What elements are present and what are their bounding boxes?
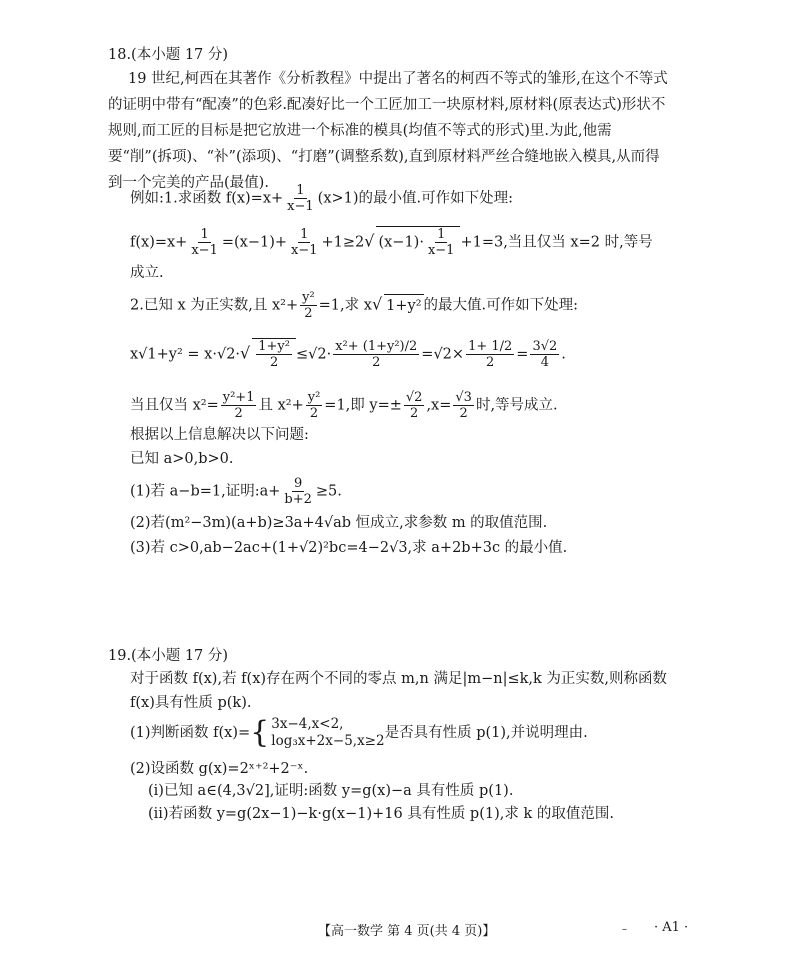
q18-part2: (2)若(m²−3m)(a+b)≥3a+4√ab 恒成立,求参数 m 的取值范围.	[130, 515, 548, 531]
q19-piecewise	[250, 716, 384, 750]
q18-ex1-work-frac3-num: 1	[437, 227, 446, 242]
q18-ex2-cond-num2: y²	[307, 390, 321, 405]
q18-ex1-work-frac1-num: 1	[200, 227, 209, 242]
q18-ex2-cond-num4: √3	[455, 390, 472, 405]
q18-ex2-cond-den3: 2	[410, 406, 419, 421]
q18-example1	[130, 183, 513, 214]
sqrt-sign-icon: √	[371, 294, 383, 314]
q18-task: 根据以上信息解决以下问题:	[130, 427, 309, 443]
footer-code: · A1 ·	[654, 920, 689, 935]
q18-ex2-work-res-num: 3√2	[532, 339, 558, 354]
q18-ex1-work-b: =(x−1)+	[221, 234, 288, 251]
q18-ex2-cond-e: 时,等号成立.	[475, 397, 558, 414]
q18-ex2-work-sqrt-num: 1+y²	[258, 339, 290, 354]
q18-intro: 19 世纪,柯西在其著作《分析教程》中提出了著名的柯西不等式的雏形,在这个不等式的证明中带有“配凑”的色彩.配凑好比一个工匠加工一块原材料,原材料(原表达式)形状不规则,而工匠的目标是把它放进一个标准的模具(均值不等式的形式)里.为此,他需要“削”(拆项)、“补”(添项)、“打磨”(调整系数),直到原材料严丝合缝地嵌入模具,从而得到一个完美的产品(最值).	[108, 71, 668, 191]
q18-ex2-work-d: =	[516, 346, 529, 363]
q19-part2-i: (ⅰ)已知 a∈(4,3√2],证明:函数 y=g(x)−a 具有性质 p(1).	[148, 783, 514, 799]
q18-ex2-work-sqrt	[252, 338, 296, 370]
q18-p1-a: (1)若 a−b=1,证明:a+	[130, 483, 281, 500]
q18-ex1-work-frac1	[189, 227, 220, 258]
q19-case2: log₃x+2x−5,x≥2	[271, 733, 385, 749]
q18-ex1-work-frac2-num: 1	[300, 227, 309, 242]
q19-part1	[130, 716, 588, 750]
q18-p1-num: 9	[294, 476, 303, 491]
q18-ex2-cond-c: =1,即 y=±	[324, 397, 402, 414]
footer-mark: –	[622, 924, 627, 935]
q18-ex2-cond-num1: y²+1	[222, 390, 255, 405]
q18-ex2-cond-d: ,x=	[426, 397, 452, 414]
q19-intro-line2: f(x)具有性质 p(k).	[130, 695, 252, 711]
q18-ex1-work-frac3-den: x−1	[427, 243, 455, 258]
q18-ex1-prefix: 例如:1.求函数 f(x)=x+	[130, 190, 284, 207]
q18-ex1-work-frac2	[289, 227, 320, 258]
q18-ex1-work-frac3	[426, 227, 457, 258]
q18-ex2-work-res-den: 4	[540, 355, 549, 370]
q18-example2	[130, 290, 578, 321]
q18-ex2-den: 2	[304, 306, 313, 321]
q18-ex1-work-end: 成立.	[130, 265, 164, 281]
q18-ex1-work-a: f(x)=x+	[130, 234, 188, 251]
q18-ex2-work-frac-den: 2	[372, 355, 381, 370]
q18-example2-work	[130, 338, 566, 370]
q18-ex2-prefix: 2.已知 x 为正实数,且 x²+	[130, 297, 299, 314]
q18-ex1-suffix: (x>1)的最小值.可作如下处理:	[317, 190, 514, 207]
q18-p1-b: ≥5.	[315, 483, 342, 500]
q18-ex2-work-a: x√1+y² = x·√2·	[130, 346, 241, 363]
q18-part3: (3)若 c>0,ab−2ac+(1+√2)²bc=4−2√3,求 a+2b+3c 的最小值.	[130, 540, 568, 556]
footer-page-info: 【高一数学 第 4 页(共 4 页)】	[318, 924, 496, 939]
q18-ex2-work-b: ≤√2·	[295, 346, 332, 363]
q18-ex2-work-frac	[333, 339, 419, 370]
q18-ex2-work-sqrt-frac	[256, 339, 292, 370]
q18-ex2-work-result	[530, 339, 559, 370]
q18-ex2-num: y²	[302, 290, 315, 305]
q18-ex2-cond-a: 当且仅当 x²=	[130, 397, 219, 414]
q18-ex2-work-frac2	[466, 339, 514, 370]
q18-ex2-suffix: 的最大值.可作如下处理:	[423, 297, 579, 314]
q18-ex1-work-frac2-den: x−1	[291, 243, 318, 258]
q18-p1-fraction	[282, 476, 314, 507]
q18-ex1-work-frac1-den: x−1	[191, 243, 218, 258]
sqrt-sign-icon: √	[364, 231, 375, 251]
q18-example1-work	[130, 226, 653, 258]
q18-given: 已知 a>0,b>0.	[130, 451, 234, 467]
q18-ex2-work-frac-num: x²+ (1+y²)/2	[335, 339, 418, 354]
q19-part2: (2)设函数 g(x)=2ˣ⁺²+2⁻ˣ.	[130, 761, 309, 777]
q18-ex2-cond-frac2	[306, 390, 323, 421]
q18-ex2-work-c: =√2×	[421, 346, 465, 363]
left-brace-icon: {	[250, 715, 270, 750]
q18-ex2-fraction	[300, 290, 317, 321]
q18-ex1-work-sqrt	[376, 226, 460, 258]
q19-p1-b: 是否具有性质 p(1),并说明理由.	[384, 725, 588, 741]
q19-part2-ii: (ⅱ)若函数 y=g(2x−1)−k·g(x−1)+16 具有性质 p(1),求 k 的取值范围.	[148, 806, 614, 822]
q18-ex1-num: 1	[296, 183, 305, 198]
q18-ex2-cond-frac1	[221, 390, 257, 421]
q18-ex2-work-frac2-num: 1+ 1/2	[468, 339, 513, 354]
q18-ex1-work-sqrt-text: (x−1)·	[378, 234, 424, 251]
q18-header: 18.(本小题 17 分)	[108, 47, 229, 63]
q18-ex2-cond-num3: √2	[405, 390, 423, 405]
q18-ex2-work-frac2-den: 2	[486, 355, 495, 370]
q18-ex2-cond-frac3	[404, 390, 425, 421]
q18-ex1-fraction	[285, 183, 316, 214]
q18-p1-den: b+2	[284, 492, 312, 507]
q18-ex2-cond-den2: 2	[309, 406, 319, 421]
q18-ex1-den: x−1	[287, 199, 314, 214]
q18-ex2-mid: =1,求 x	[318, 297, 372, 314]
q18-ex2-cond-den1: 2	[234, 406, 243, 421]
q18-example2-condition	[130, 390, 558, 421]
q18-ex2-cond-b: 且 x²+	[258, 397, 304, 414]
q19-case1: 3x−4,x<2,	[271, 716, 344, 732]
sqrt-sign-icon: √	[240, 343, 251, 363]
q18-part1	[130, 476, 342, 507]
q18-ex1-work-c: +1≥2	[321, 234, 365, 251]
q18-ex1-work-d: +1=3,当且仅当 x=2 时,等号	[460, 234, 653, 251]
q18-ex2-cond-frac4	[453, 390, 474, 421]
q18-ex2-work-sqrt-den: 2	[269, 355, 279, 370]
q19-header: 19.(本小题 17 分)	[108, 648, 229, 664]
q18-ex2-work-end: .	[561, 346, 566, 363]
q18-ex2-sqrt: 1+y²	[384, 294, 423, 317]
q19-intro-line1: 对于函数 f(x),若 f(x)存在两个不同的零点 m,n 满足|m−n|≤k,k 为正实数,则称函数	[130, 671, 668, 687]
q19-p1-a: (1)判断函数 f(x)=	[130, 725, 251, 741]
q18-ex2-cond-den4: 2	[459, 406, 468, 421]
q19-cases	[271, 716, 384, 750]
